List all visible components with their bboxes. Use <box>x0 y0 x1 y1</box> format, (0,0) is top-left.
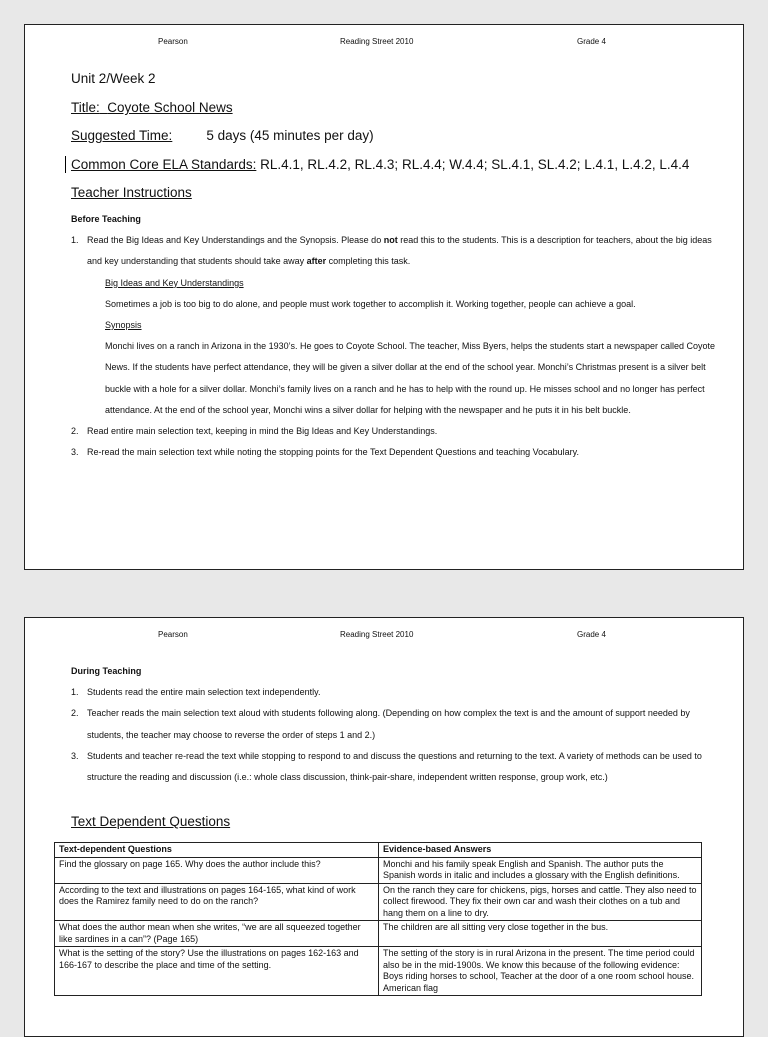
text-cursor <box>65 156 66 173</box>
title-label: Title: <box>71 100 100 115</box>
header-publisher: Pearson <box>158 630 188 639</box>
list-item-2: 2. Teacher reads the main selection text aloud with students following along. (Depending on how complex the text is and the amount of support needed by students, the teacher may choose to reverse the order of steps 1 and 2.) <box>71 708 690 740</box>
during-teaching-heading: During Teaching <box>71 666 142 676</box>
list-item-2: 2. Read entire main selection text, keeping in mind the Big Ideas and Key Understandings. <box>71 426 438 437</box>
answer-cell: The setting of the story is in rural Arizona in the present. The time period could also be in the mid-1900s. We know this because of the following evidence: Boys riding horses to school, Teacher at the door of a one room school house. American flag <box>379 947 702 996</box>
page-header <box>25 630 743 644</box>
answer-cell: On the ranch they care for chickens, pigs, horses and cattle. They also need to collect firewood. They fix their own car and wash their clothes on a tub and hang them on a line to dry. <box>379 883 702 921</box>
document-page-1 <box>24 24 744 570</box>
title-value: Coyote School News <box>107 100 233 115</box>
big-ideas-block <box>71 273 723 421</box>
list-item-3: 3. Re-read the main selection text while noting the stopping points for the Text Dependent Questions and teaching Vocabulary. <box>71 447 579 458</box>
before-teaching-section <box>71 209 723 463</box>
tdq-heading: Text Dependent Questions <box>71 814 231 829</box>
table-row <box>55 921 702 947</box>
lesson-title <box>71 100 723 115</box>
instructions-heading: Teacher Instructions <box>71 185 192 200</box>
question-cell: What does the author mean when she writes, “we are all squeezed together like sardines in a can”? (Page 165) <box>55 921 379 947</box>
header-series: Reading Street 2010 <box>340 37 414 46</box>
standards-label: Common Core ELA Standards: <box>71 157 257 172</box>
document-page-2 <box>24 617 744 1037</box>
header-grade: Grade 4 <box>577 630 606 639</box>
synopsis-heading: Synopsis <box>105 320 142 331</box>
table-row <box>55 883 702 921</box>
table-row <box>55 857 702 883</box>
standards-value: RL.4.1, RL.4.2, RL.4.3; RL.4.4; W.4.4; SL.4.1, SL.4.2; L.4.1, L.4.2, L.4.4 <box>260 157 690 172</box>
table-header-row <box>55 843 702 858</box>
question-cell: What is the setting of the story? Use the illustrations on pages 162-163 and 166-167 to describe the place and time of the setting. <box>55 947 379 996</box>
standards <box>71 157 723 172</box>
synopsis-text: Monchi lives on a ranch in Arizona in the 1930’s. He goes to Coyote School. The teacher, Miss Byers, helps the students start a newspaper called Coyote News. If the students have perfect attendance, they will be given a silver dollar at the end of the school year. Monchi’s Christmas present is a silver belt buckle with a hole for a silver dollar. Monchi’s family lives on a ranch and he has to help with the round up. He misses school and no longer has perfect attendance. At the end of the school year, Monchi wins a silver dollar for helping with the newspaper and he puts it in his belt buckle. <box>105 341 716 415</box>
answer-cell: The children are all sitting very close together in the bus. <box>379 921 702 947</box>
list-item-3: 3. Students and teacher re-read the text while stopping to respond to and discuss the questions and returning to the text. A variety of methods can be used to structure the reading and discussion (i.e.: whole class discussion, think-pair-share, independent written response, group work, etc.) <box>71 750 702 783</box>
column-header-questions: Text-dependent Questions <box>55 843 379 858</box>
text-dependent-questions-table <box>54 842 702 996</box>
big-ideas-text: Sometimes a job is too big to do alone, and people must work together to accomplish it. Working together, people can achieve a goal. <box>105 298 636 309</box>
big-ideas-heading: Big Ideas and Key Understandings <box>105 277 244 288</box>
answer-cell: Monchi and his family speak English and Spanish. The author puts the Spanish words in italic and includes a glossary with the English definitions. <box>379 857 702 883</box>
column-header-answers: Evidence-based Answers <box>379 843 702 858</box>
question-cell: Find the glossary on page 165. Why does the author include this? <box>55 857 379 883</box>
header-publisher: Pearson <box>158 37 188 46</box>
before-teaching-heading: Before Teaching <box>71 214 141 224</box>
suggested-time <box>71 128 723 143</box>
list-item-1: 1. Read the Big Ideas and Key Understandings and the Synopsis. Please do not read this to the students. This is a description for teachers, about the big ideas and key understanding that students should take away after completing this task. <box>71 235 712 267</box>
during-teaching-section <box>71 661 723 788</box>
unit-week: Unit 2/Week 2 <box>71 71 156 86</box>
time-value: 5 days (45 minutes per day) <box>206 128 374 143</box>
list-item-1: 1. Students read the entire main selection text independently. <box>71 687 321 698</box>
question-cell: According to the text and illustrations on pages 164-165, what kind of work does the Ramirez family need to do on the ranch? <box>55 883 379 921</box>
header-grade: Grade 4 <box>577 37 606 46</box>
table-row <box>55 947 702 996</box>
time-label: Suggested Time: <box>71 128 173 143</box>
page-header <box>25 37 743 51</box>
header-series: Reading Street 2010 <box>340 630 414 639</box>
